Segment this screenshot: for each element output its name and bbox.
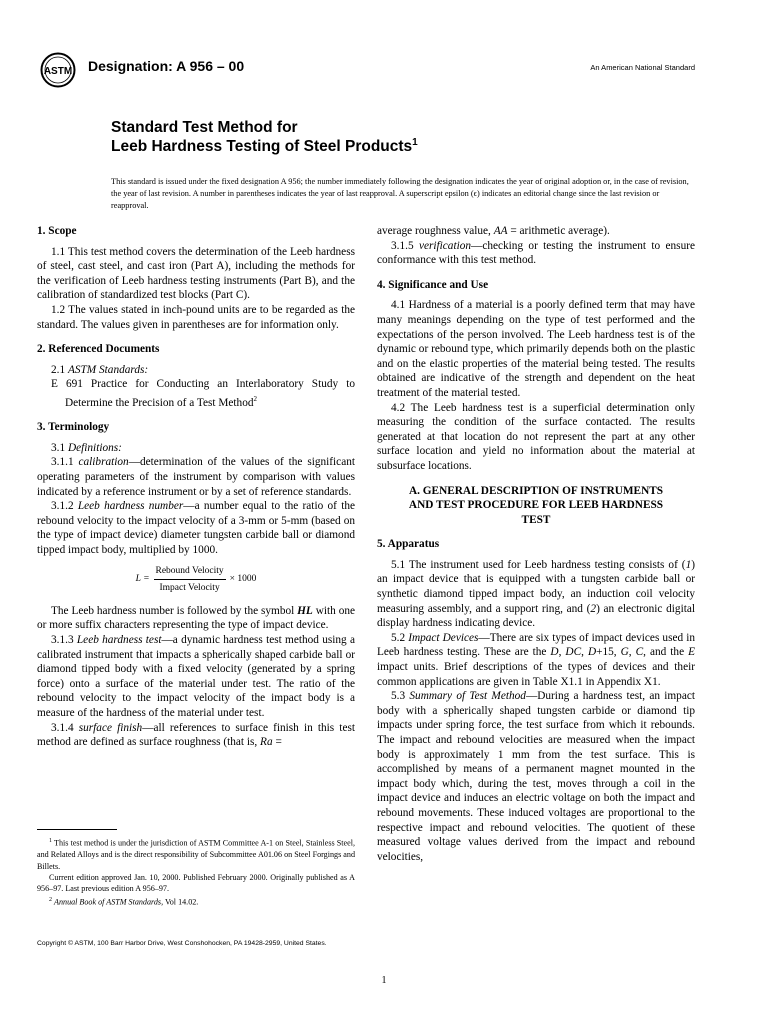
- section-3-heading: 3. Terminology: [37, 421, 110, 434]
- para-3-1-4-continued: average roughness value, AA = arithmetic average).: [377, 225, 610, 237]
- copyright-line: Copyright © ASTM, 100 Barr Harbor Drive, West Conshohocken, PA 19428-2959, United States.: [37, 940, 327, 947]
- formula-fraction: [154, 564, 226, 596]
- document-title: [111, 118, 671, 156]
- formula-numerator: Rebound Velocity: [154, 564, 226, 581]
- para-3-1-2: 3.1.2 Leeb hardness number—a number equal to the ratio of the rebound velocity to the impact velocity of a 3-mm or 5-mm (based on the type of impact device) diameter tungsten carbide ball or diamond tipped impact body, multiplied by 1000.: [37, 500, 355, 557]
- para-3-1-4: 3.1.4 surface finish—all references to surface finish in this test method are defined as surface roughness (that is, Ra =: [37, 721, 355, 749]
- page-number: 1: [381, 975, 387, 986]
- section-2-heading: 2. Referenced Documents: [37, 343, 160, 356]
- para-5-2: 5.2 Impact Devices—There are six types of impact devices used in Leeb hardness testing. These are the D, DC, D+15, G, C, and the E impact units. Brief descriptions of the types of devices and their common applications are given in Table X1.1 in Appendix X1.: [377, 631, 695, 688]
- american-national-standard: An American National Standard: [590, 63, 695, 72]
- para-3-1: 3.1 Definitions:: [51, 441, 122, 454]
- para-1-2: 1.2 The values stated in inch-pound units are to be regarded as the standard. The values given in parentheses are for information only.: [37, 303, 355, 331]
- footnotes: [37, 836, 355, 908]
- para-hl-symbol: The Leeb hardness number is followed by the symbol HL with one or more suffix characters representing the type of impact device.: [37, 604, 356, 632]
- para-4-2: 4.2 The Leeb hardness test is a superficial determination only measuring the condition of the surface contacted. The results generated at that location do not represent the part at any other surface location and yield no information about the material at subsurface locations.: [377, 401, 695, 472]
- reference-e691: E 691 Practice for Conducting an Interlaboratory Study to Determine the Precision of a Test Method$^2$: [51, 378, 355, 409]
- right-column: [377, 224, 695, 864]
- footnote-1: $^1$ This test method is under the jurisdiction of ASTM Committee A-1 on Steel, Stainless Steel, and Related Alloys and is the direct responsibility of Subcommittee A01.06 on Steel Forgings and Billets.: [37, 838, 355, 871]
- logo-text: ASTM: [43, 66, 73, 77]
- title-line-1: Standard Test Method for: [111, 119, 298, 136]
- astm-logo: [40, 52, 76, 88]
- formula-rhs: × 1000: [229, 574, 257, 585]
- section-1-heading: 1. Scope: [37, 225, 77, 237]
- title-line-2: Leeb Hardness Testing of Steel Products$^1$: [111, 136, 418, 155]
- para-4-1: 4.1 Hardness of a material is a poorly defined term that may have many meanings depending on the type of test performed and the expectations of the person involved. The Leeb hardness test is of the dynamic or rebound type, which primarily depends both on the plastic and on the elastic properties of the material being tested. The results obtained are indicative of the strength and dependent on the heat treatment of the material tested.: [377, 299, 695, 399]
- issuance-notice: This standard is issued under the fixed designation A 956; the number immediately following the designation indicates the year of original adoption or, in the case of revision, the year of last revision. A number in parentheses indicates the year of last reapproval. A superscript epsilon (ϵ) indicates an editorial change since the last revision or reapproval.: [111, 177, 689, 210]
- para-3-1-1: 3.1.1 calibration—determination of the values of the significant operating parameters of the instrument by comparison with values indicated by a reference instrument or by a set of reference standards.: [37, 456, 356, 498]
- title-footnote-mark: 1: [412, 136, 418, 148]
- footnote-2: $^2$ Annual Book of ASTM Standards, Vol 14.02.: [49, 896, 199, 907]
- para-3-1-5: 3.1.5 verification—checking or testing the instrument to ensure conformance with this test method.: [377, 239, 695, 267]
- designation: Designation: A 956 – 00: [88, 58, 245, 74]
- formula-lhs: L =: [135, 574, 150, 585]
- footnote-1-edition: Current edition approved Jan. 10, 2000. Published February 2000. Originally published as A 956–97. Last previous edition A 956–97.: [37, 872, 355, 894]
- para-5-1: 5.1 The instrument used for Leeb hardness testing consists of (1) an impact device that is equipped with a tungsten carbide ball or synthetic diamond tipped impact body, an induction coil velocity measuring assembly, and a support ring, and (2) an electronic digital display hardness indicating device.: [377, 558, 696, 630]
- para-5-3: 5.3 Summary of Test Method—During a hardness test, an impact body with a spherically shaped tungsten carbide or diamond tip impacts under spring force, the test surface from which it rebounds. The impact and rebound velocities are measured when the impact body is approximately 1 mm from the test surface. This is accomplished by means of a permanent magnet mounted in the impact body which, during the test, moves through a coil in the impact device and induces an electric voltage on both the impact and rebound movements. These induced voltages are proportional to the respective impact and rebound velocities. The quotient of these measured voltage values derived from the impact and rebound velocities,: [377, 690, 695, 863]
- part-a-heading: A. GENERAL DESCRIPTION OF INSTRUMENTS AND TEST PROCEDURE FOR LEEB HARDNESS TEST: [408, 484, 664, 526]
- para-1-1: 1.1 This test method covers the determination of the Leeb hardness of steel, cast steel, and cast iron (Part A), including the methods for the verification of Leeb hardness testing instruments (Part B), and the calibration of standardized test blocks (Part C).: [37, 245, 355, 302]
- left-column: [37, 224, 355, 750]
- para-2-1: 2.1 ASTM Standards:: [51, 363, 149, 376]
- section-4-heading: 4. Significance and Use: [377, 278, 489, 291]
- leeb-formula: [37, 564, 355, 596]
- section-5-heading: 5. Apparatus: [377, 538, 440, 551]
- footnote-rule: [37, 829, 117, 830]
- para-3-1-3: 3.1.3 Leeb hardness test—a dynamic hardness test method using a calibrated instrument that impacts a spherically shaped carbide ball or diamond tipped body with a fixed velocity (generated by a spring force) onto a surface of the material under test. The ratio of the rebound velocity to the impact velocity of the impact body is a measure of the hardness of the material under test.: [37, 634, 355, 719]
- formula-denominator: Impact Velocity: [159, 583, 220, 594]
